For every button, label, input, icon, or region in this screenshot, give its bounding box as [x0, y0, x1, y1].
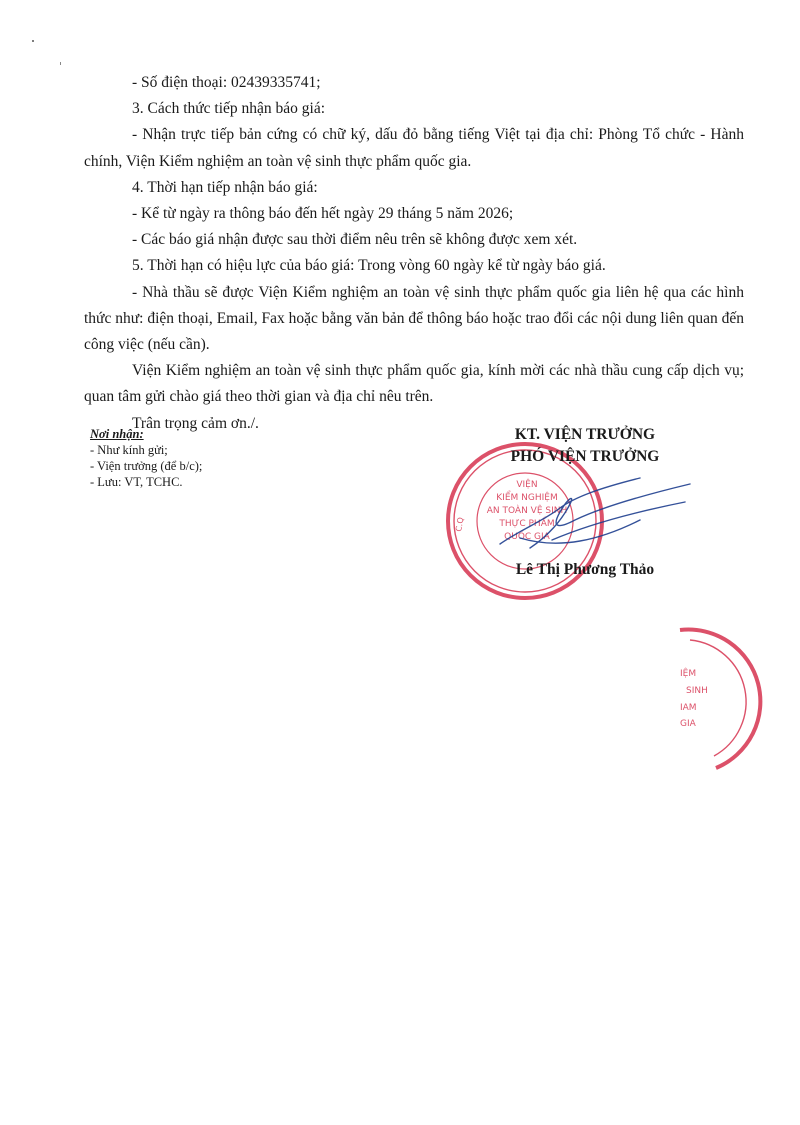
- seal-text-line: QUỐC GIA: [504, 532, 550, 542]
- recipient-item: - Lưu: VT, TCHC.: [90, 475, 183, 489]
- partial-seal-text: GIA: [680, 719, 696, 729]
- signatory-name: Lê Thị Phương Thảo: [515, 561, 655, 578]
- recipient-item: - Như kính gửi;: [90, 443, 168, 457]
- recipient-item: - Viện trưởng (để b/c);: [90, 459, 203, 473]
- signature-title-line2: PHÓ VIỆN TRƯỞNG: [510, 448, 660, 465]
- section-4-deadline: - Kể từ ngày ra thông báo đến hết ngày 29 tháng 5 năm 2026;: [132, 205, 514, 223]
- invitation-paragraph: Viện Kiểm nghiệm an toàn vệ sinh thực phẩm quốc gia, kính mời các nhà thầu cung cấp dịch vụ; quan tâm gửi chào giá theo thời gian và địa chỉ nêu trên.: [84, 362, 744, 406]
- seal-text-line: KIỂM NGHIỆM: [496, 493, 558, 503]
- signature-title-line1: KT. VIỆN TRƯỞNG: [514, 426, 656, 443]
- seal-text-line: THỰC PHẨM: [499, 519, 555, 529]
- section-3-detail: - Nhận trực tiếp bản cứng có chữ ký, dấu đỏ bằng tiếng Việt tại địa chỉ: Phòng Tổ chức - Hành chính, Viện Kiểm nghiệm an toàn vệ sinh thực phẩm quốc gia.: [84, 126, 744, 170]
- section-5-validity: 5. Thời hạn có hiệu lực của báo giá: Trong vòng 60 ngày kể từ ngày báo giá.: [132, 257, 606, 275]
- section-3-heading: 3. Cách thức tiếp nhận báo giá:: [132, 100, 326, 118]
- partial-seal-text: IỆM: [680, 669, 697, 679]
- section-4-note: - Các báo giá nhận được sau thời điểm nêu trên sẽ không được xem xét.: [132, 231, 578, 249]
- seal-text-line: VIỆN: [516, 480, 538, 490]
- svg-text:C.Q: C.Q: [454, 516, 466, 533]
- partial-seal-text: IAM: [680, 703, 697, 713]
- closing-line: Trân trọng cảm ơn./.: [132, 414, 259, 432]
- seal-text-line: AN TOÀN VỆ SINH: [486, 506, 568, 516]
- contact-paragraph: - Nhà thầu sẽ được Viện Kiểm nghiệm an toàn vệ sinh thực phẩm quốc gia liên hệ qua các hình thức như: điện thoại, Email, Fax hoặc bằng văn bản để thông báo hoặc trao đổi các nội dung liên quan đến công việc (nếu cần).: [84, 283, 744, 354]
- recipients-heading: Nơi nhận:: [90, 427, 144, 441]
- phone-line: - Số điện thoại: 02439335741;: [132, 74, 321, 91]
- partial-seal-text: SINH: [686, 686, 708, 696]
- section-4-heading: 4. Thời hạn tiếp nhận báo giá:: [132, 178, 318, 196]
